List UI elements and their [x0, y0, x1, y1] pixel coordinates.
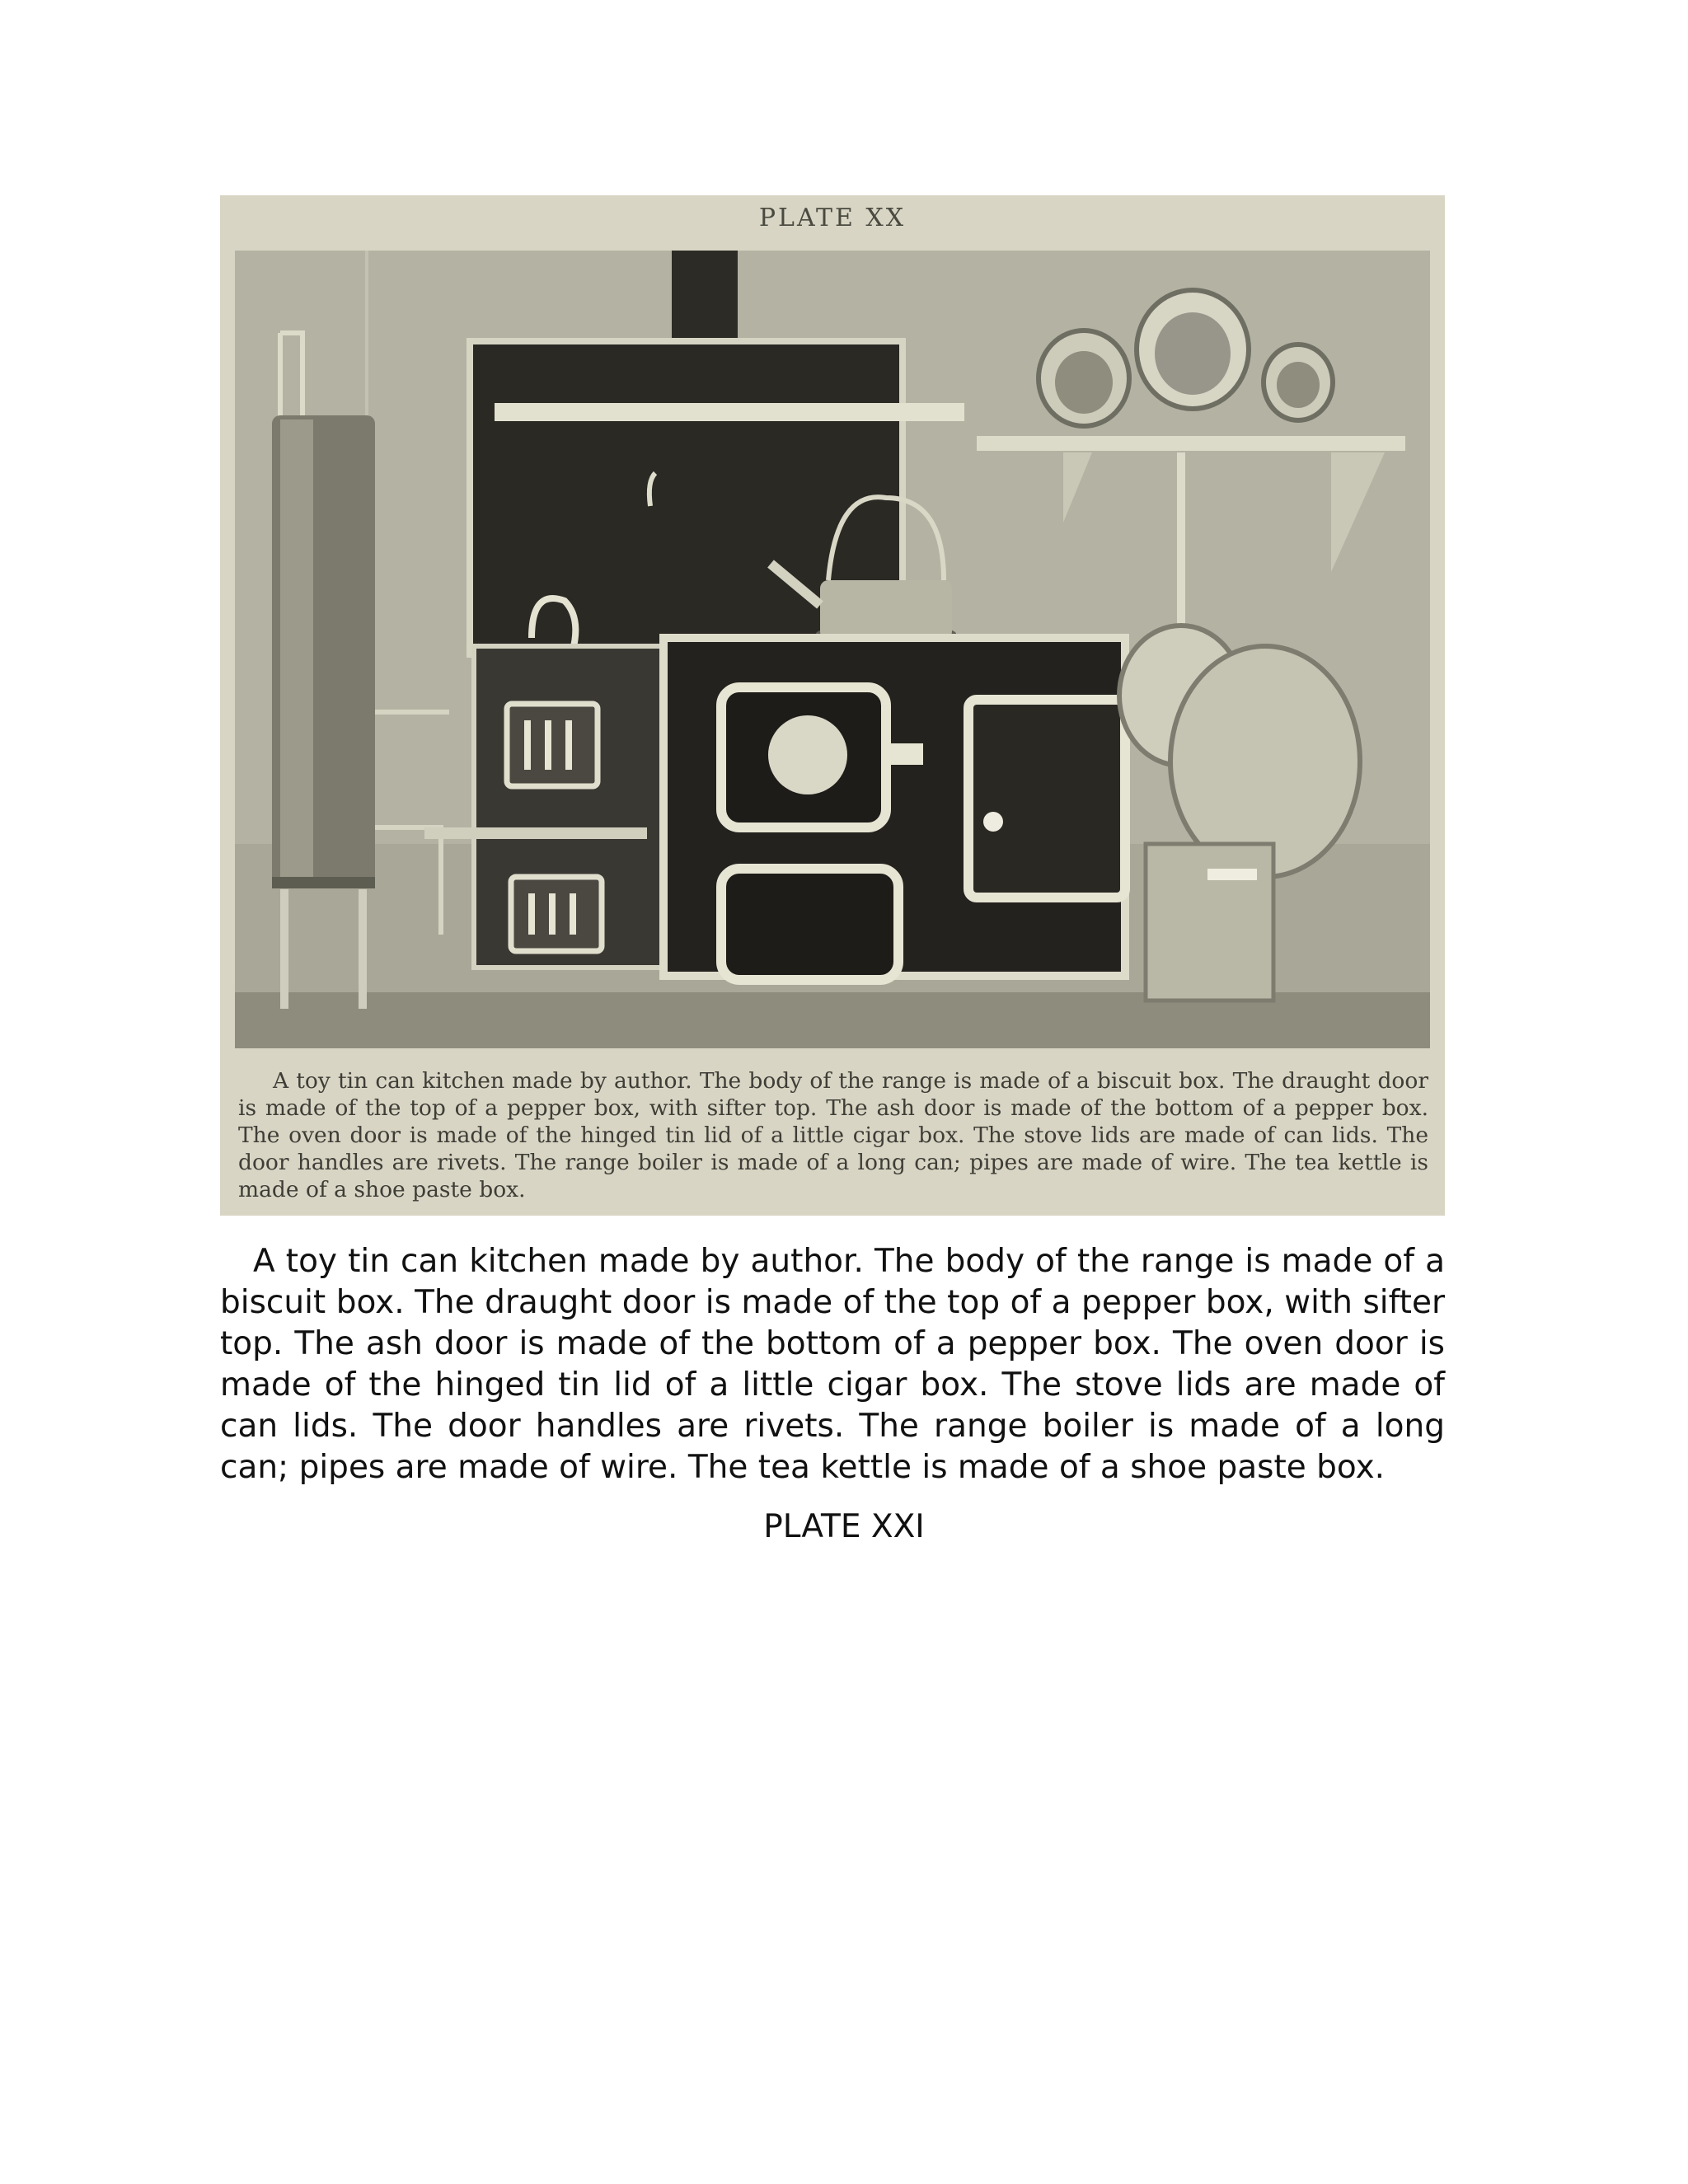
toy-kitchen-photo — [235, 251, 1430, 1048]
plate-scan — [220, 195, 1445, 1216]
plate-title: PLATE XX — [758, 204, 907, 232]
plate-caption: A toy tin can kitchen made by author. The body of the range is made of a biscuit box. The draught door is made of the top of a pepper box, with sifter top. The ash door is made of the bottom of a pepper box. The oven door is made of the hinged tin lid of a little cigar box. The stove lids are made of can lids. The door handles are rivets. The range boiler is made of a long can; pipes are made of wire. The tea kettle is made of a shoe paste box. — [238, 1068, 1428, 1202]
caption-transcription: A toy tin can kitchen made by author. The body of the range is made of a biscuit box. The draught door is made of the top of a pepper box, with sifter top. The ash door is made of the bottom of a pepper box. The oven door is made of the hinged tin lid of a little cigar box. The stove lids are made of can lids. The door handles are rivets. The range boiler is made of a long can; pipes are made of wire. The tea kettle is made of a shoe paste box. — [220, 1243, 1445, 1486]
range-body — [424, 638, 1125, 980]
next-plate-heading: PLATE XXI — [763, 1508, 925, 1545]
